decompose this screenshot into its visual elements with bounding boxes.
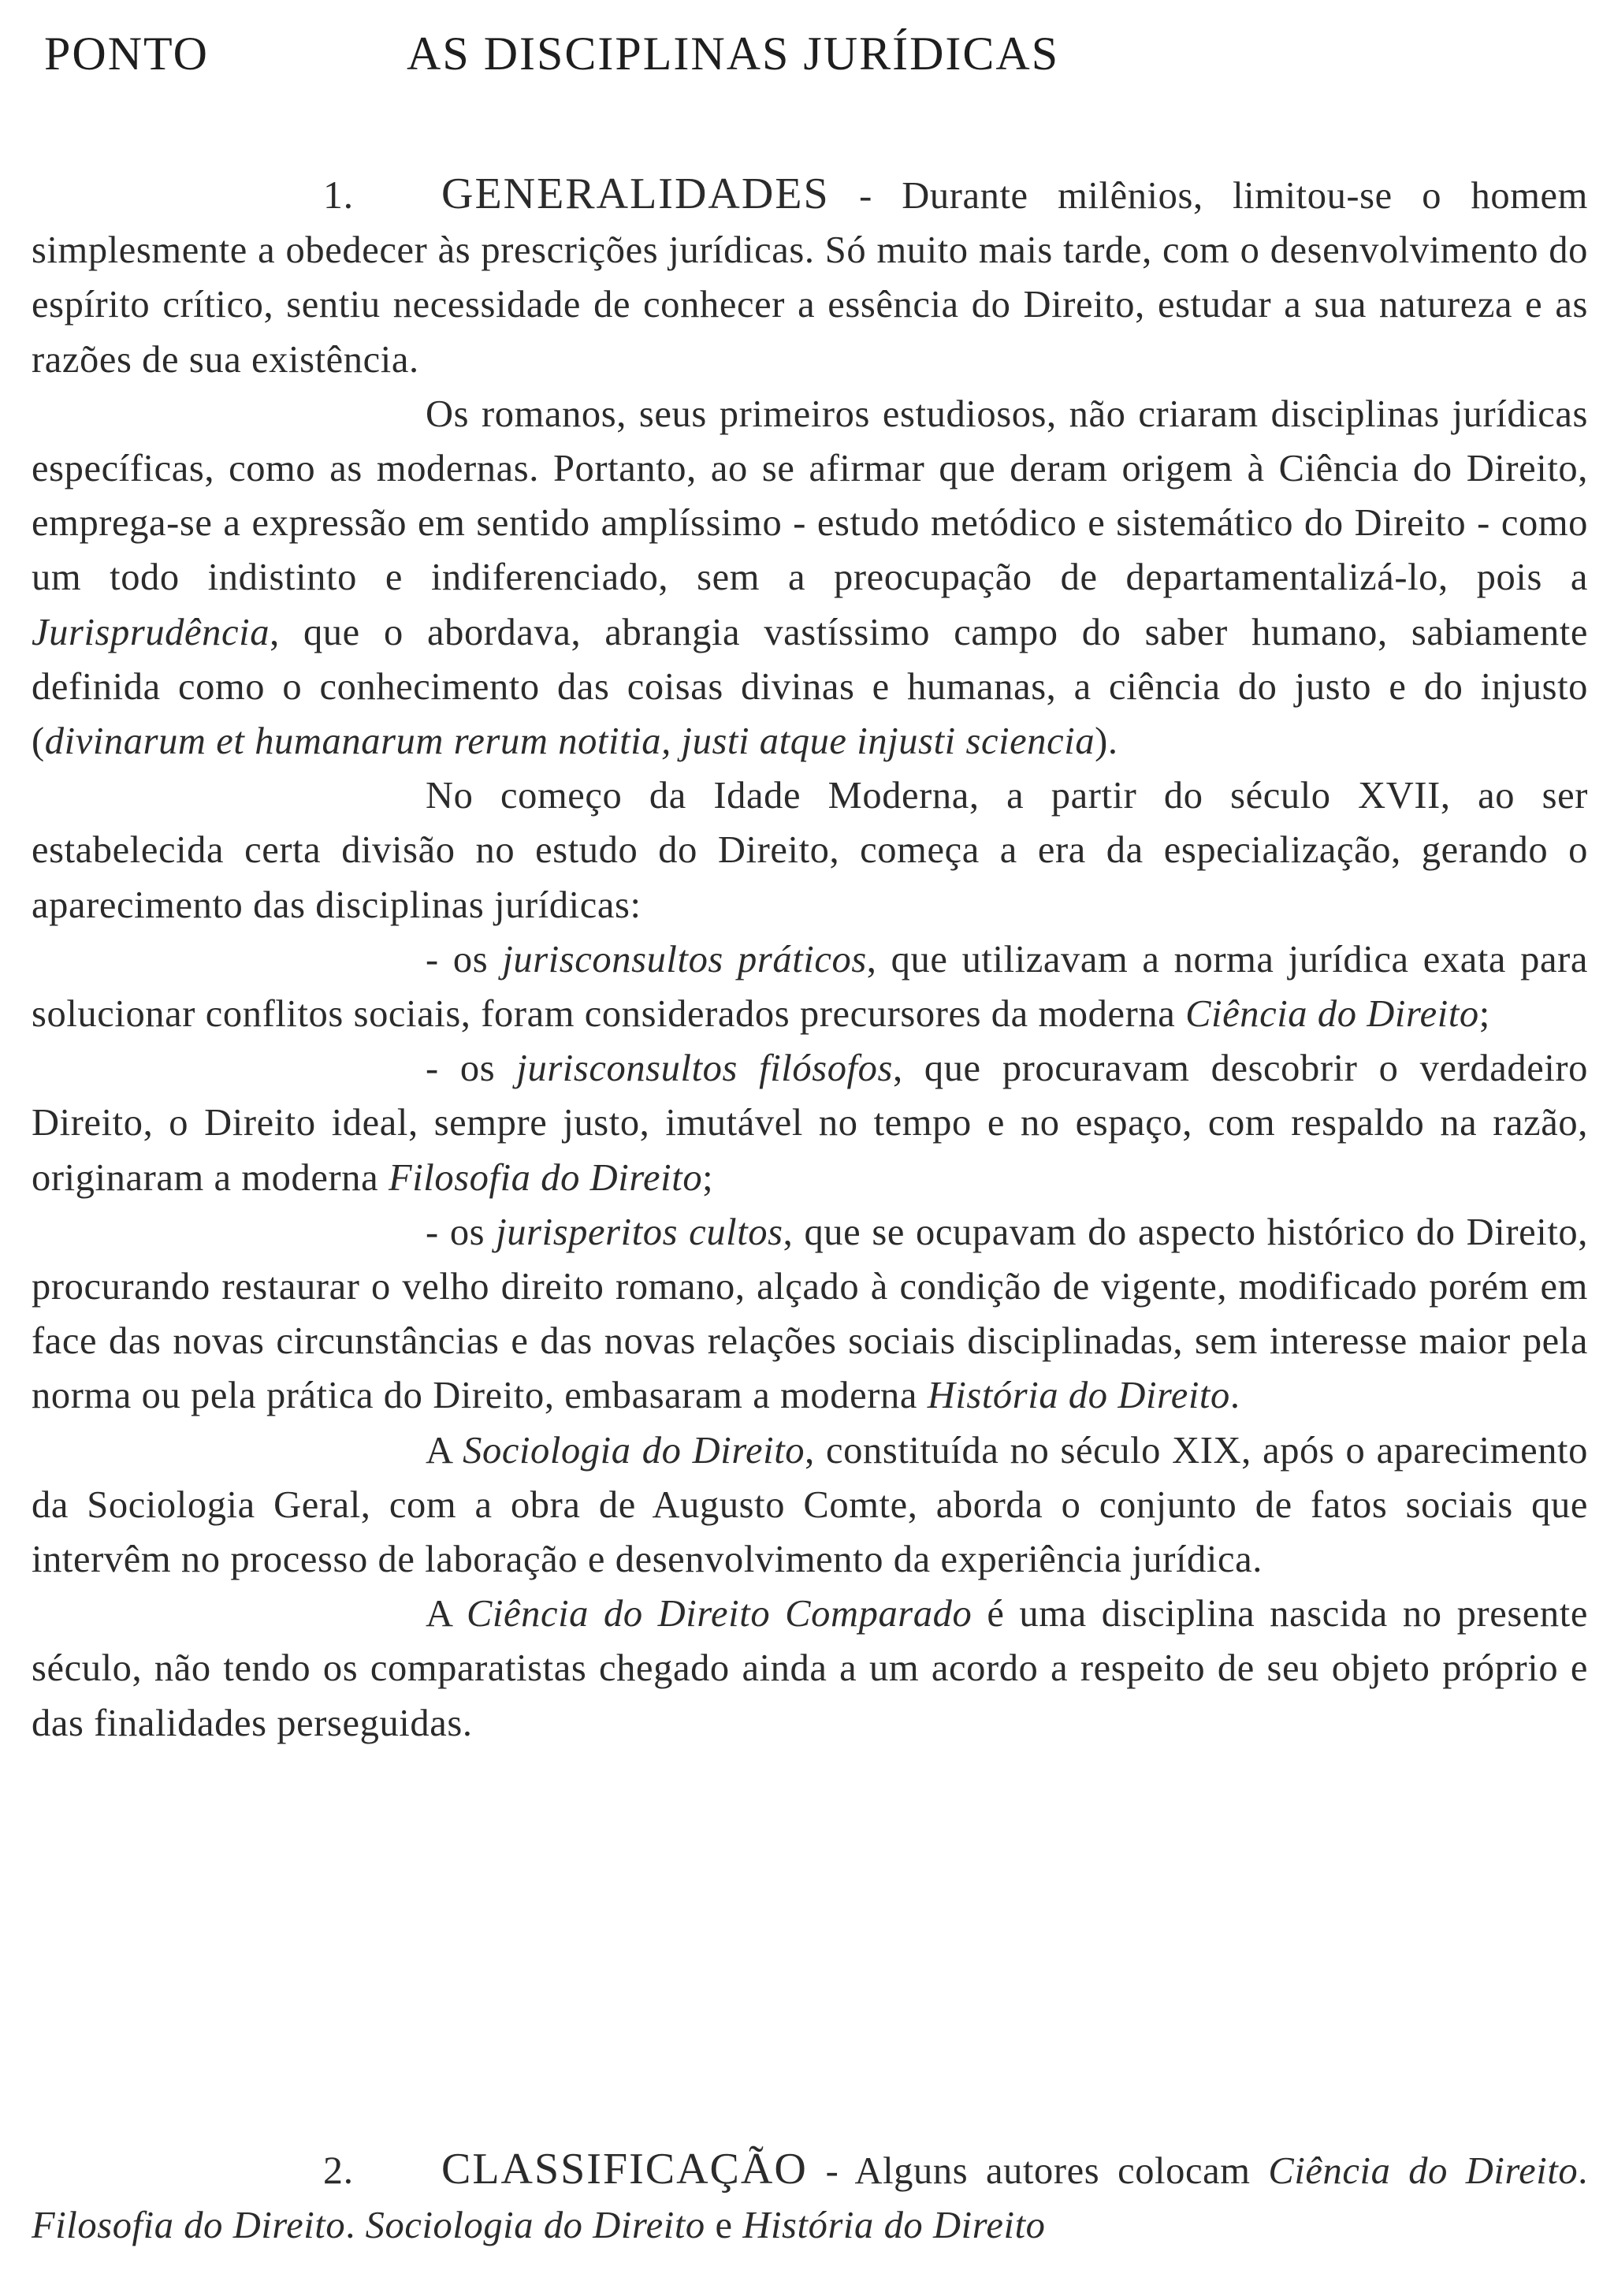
italic-term: Filosofia do Direito [388, 1156, 703, 1199]
paragraph-text: e [705, 2205, 743, 2247]
paragraph-text: A [426, 1593, 467, 1635]
italic-term: Sociologia do Direito [365, 2205, 705, 2247]
bullet-dash: - os [426, 938, 503, 981]
italic-term: Filosofia do Direito [32, 2205, 346, 2247]
paragraph-text: é uma disciplina nascida no presente século, não tendo os comparatistas chegado ainda a um acordo a respeito de seu objeto próprio e das finalidades perseguidas. [32, 1593, 1588, 1744]
paragraph-text: , constituída no século XIX, após o aparecimento da Sociologia Geral, com a obra de Augusto Comte, aborda o conjunto de fatos sociais que intervêm no processo de laboração e desenvolvimento da experiência jurídica. [32, 1429, 1588, 1581]
header-ponto-label: PONTO [44, 28, 209, 80]
paragraph-text: , que se ocupavam do aspecto histórico do Direito, procurando restaurar o velho direito romano, alçado à condição de vigente, modificado porém em face das novas circunstâncias e das novas relações sociais disciplinadas, sem interesse maior pela norma ou pela prática do Direito, embasaram a moderna [32, 1211, 1588, 1417]
paragraph-text: A [426, 1429, 463, 1472]
section-1-para-3 [32, 768, 1588, 932]
section-2-title: CLASSIFICAÇÃO [441, 2145, 808, 2194]
section-2-number: 2. [323, 2148, 354, 2192]
bullet-item [32, 1041, 1588, 1205]
italic-term: Ciência do Direito [1268, 2150, 1579, 2192]
section-2-para-1 [32, 2142, 1588, 2253]
section-1 [32, 167, 1588, 1751]
latin-quote: divinarum et humanarum rerum notitia, justi atque injusti sciencia [44, 720, 1095, 763]
italic-term: Ciência do Direito [1185, 993, 1479, 1036]
paragraph-text: Os romanos, seus primeiros estudiosos, não criaram disciplinas jurídicas específicas, como as modernas. Portanto, ao se afirmar que deram origem à Ciência do Direito, emprega-se a expressão em sentido amplíssimo - estudo metódico e sistemático do Direito - como um todo indistinto e indiferenciado, sem a preocupação de departamentalizá-lo, pois a [32, 393, 1588, 599]
italic-term: História do Direito [927, 1375, 1230, 1417]
italic-term: jurisperitos cultos [496, 1211, 783, 1253]
section-1-title: GENERALIDADES [441, 169, 830, 218]
bullet-item [32, 1205, 1588, 1423]
section-1-para-2 [32, 387, 1588, 768]
paragraph-text: ; [702, 1156, 714, 1199]
italic-term: jurisconsultos práticos [502, 938, 867, 981]
page-header [44, 27, 1060, 81]
paragraph-text: . [1578, 2150, 1588, 2192]
paragraph-text: - Durante milênios, limitou-se o homem simplesmente a obedecer às prescrições jurídicas. Só muito mais tarde, com o desenvolvimento do espírito crítico, sentiu necessidade de conhecer a essência do Direito, estudar a sua natureza e as razões de sua existência. [32, 175, 1588, 381]
section-1-para-5 [32, 1587, 1588, 1751]
section-1-para-4 [32, 1423, 1588, 1587]
italic-term: Sociologia do Direito [463, 1429, 805, 1472]
paragraph-text: No começo da Idade Moderna, a partir do século XVII, ao ser estabelecida certa divisão no estudo do Direito, começa a era da especialização, gerando o aparecimento das disciplinas jurídicas: [32, 775, 1588, 926]
bullet-item [32, 932, 1588, 1041]
paragraph-text: . [1229, 1375, 1240, 1417]
section-2 [32, 2142, 1588, 2253]
paragraph-text: ; [1478, 993, 1490, 1036]
section-1-para-1 [32, 167, 1588, 387]
paragraph-text: , que utilizavam a norma jurídica exata para solucionar conflitos sociais, foram considerados precursores da moderna [32, 938, 1588, 1036]
italic-term: jurisconsultos filósofos [516, 1048, 893, 1090]
paragraph-text: - Alguns autores colocam [807, 2150, 1269, 2192]
paragraph-text: , que o abordava, abrangia vastíssimo campo do saber humano, sabiamente definida como o conhecimento das coisas divinas e humanas, a ciência do justo e do injusto ( [32, 611, 1588, 763]
paragraph-text: ). [1095, 720, 1118, 763]
page-title: AS DISCIPLINAS JURÍDICAS [407, 28, 1060, 80]
bullet-dash: - os [426, 1211, 496, 1253]
italic-term: Jurisprudência [32, 611, 270, 653]
section-1-number: 1. [323, 173, 354, 217]
bullet-dash: - os [426, 1048, 517, 1090]
italic-term: Ciência do Direito Comparado [466, 1593, 972, 1635]
paragraph-text: , que procuravam descobrir o verdadeiro Direito, o Direito ideal, sempre justo, imutável no tempo e no espaço, com respaldo na razão, originaram a moderna [32, 1048, 1588, 1199]
italic-term: História do Direito [742, 2205, 1046, 2247]
paragraph-text: . [345, 2205, 366, 2247]
